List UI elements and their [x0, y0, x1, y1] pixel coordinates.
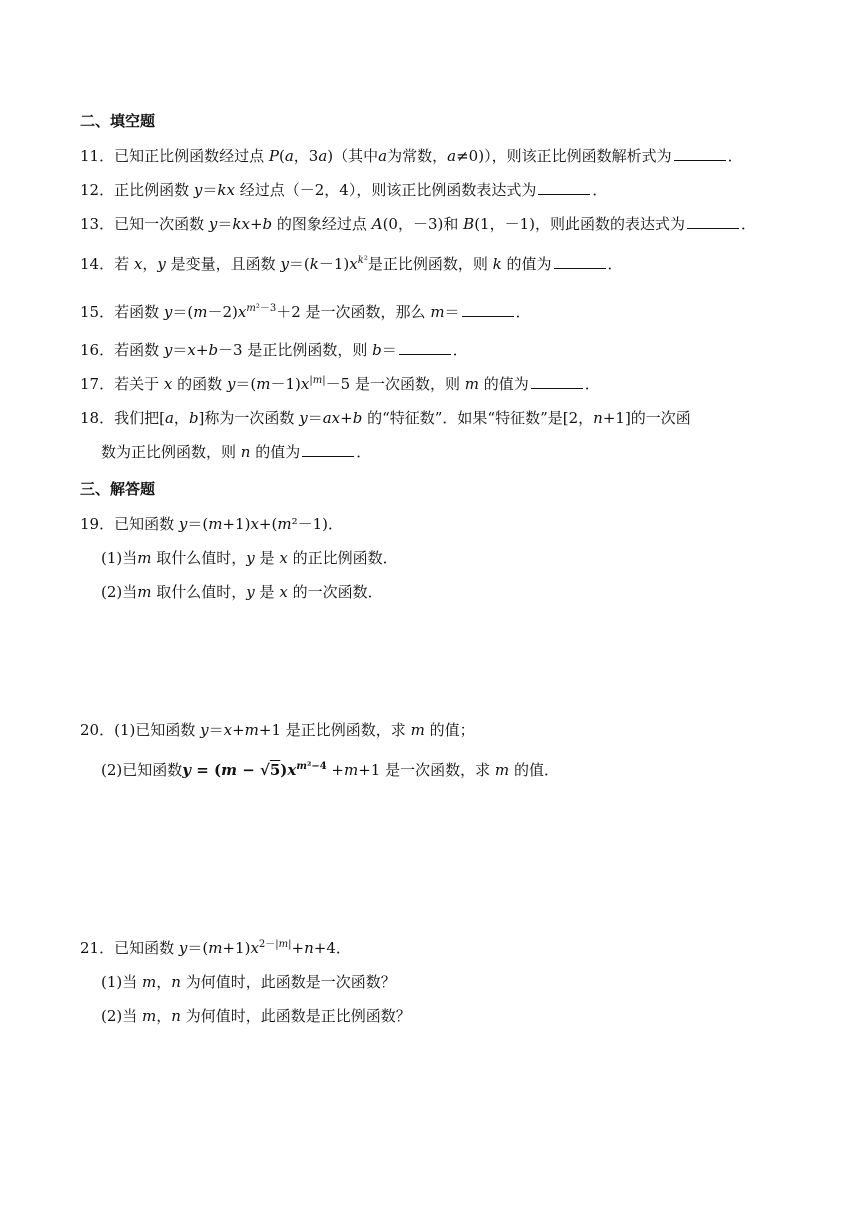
- question-12: 12．正比例函数 y＝kx 经过点（－2，4），则该正比例函数表达式为 ．: [80, 181, 608, 199]
- answer-blank[interactable]: [674, 146, 726, 161]
- question-17: 17．若关于 x 的函数 $y=(m-1)x^{|m|}-5$ 是一次函数，则 m 的值为 ．: [80, 375, 600, 393]
- question-21-part2: (2)当 m，n 为何值时，此函数是正比例函数？: [101, 1007, 411, 1025]
- answer-blank[interactable]: [531, 374, 583, 389]
- answer-blank[interactable]: [554, 254, 606, 269]
- answer-blank[interactable]: [462, 302, 514, 317]
- question-19-part1: (1)当m 取什么值时，y 是 x 的正比例函数．: [101, 549, 398, 567]
- question-15: 15．若函数 $y=(m-2)x^{m^2-3}+2$ 是一次函数，那么 m＝ ．: [80, 303, 531, 321]
- answer-blank[interactable]: [687, 214, 739, 229]
- question-21-part1: (1)当 m，n 为何值时，此函数是一次函数？: [101, 973, 396, 991]
- answer-blank[interactable]: [399, 340, 451, 355]
- question-21: 21．已知函数 $y=(m+1)x^{2-|m|}+n+4$．: [80, 939, 351, 957]
- question-19: 19．已知函数 y＝(m+1)x+(m²－1)．: [80, 515, 343, 533]
- question-13: 13．已知一次函数 y＝kx+b 的图象经过点 A(0，－3)和 B(1，－1)，则此函数的表达式为 ．: [80, 215, 757, 233]
- section-answer-title: 三、解答题: [80, 480, 156, 498]
- question-11: 11．已知正比例函数经过点 P(a，3a)（其中a为常数，a≠0)），则该正比例函数解析式为 ．: [80, 147, 743, 165]
- question-19-part2: (2)当m 取什么值时，y 是 x 的一次函数．: [101, 583, 383, 601]
- question-14: 14．若 x，y 是变量，且函数 $y=(k-1)x^{k^2}$是正比例函数，则 k 的值为 ．: [80, 255, 623, 273]
- answer-blank[interactable]: [538, 180, 590, 195]
- question-18: 18．我们把[a，b]称为一次函数 y＝ax+b 的“特征数”．如果“特征数”是[2，n+1]的一次函: [80, 409, 691, 427]
- section-fill-title: 二、填空题: [80, 112, 156, 130]
- question-20-part1: 20．(1)已知函数 y＝x+m+1 是正比例函数，求 m 的值；: [80, 721, 475, 739]
- question-20-part2: (2)已知函数$y = (m - √5)x^{m^2-4} +m+1$ 是一次函数，求 m 的值．: [101, 761, 559, 779]
- question-18-cont: 数为正比例函数，则 n 的值为 ．: [101, 443, 372, 461]
- answer-blank[interactable]: [302, 442, 354, 457]
- question-16: 16．若函数 y＝x+b－3 是正比例函数，则 b＝ ．: [80, 341, 468, 359]
